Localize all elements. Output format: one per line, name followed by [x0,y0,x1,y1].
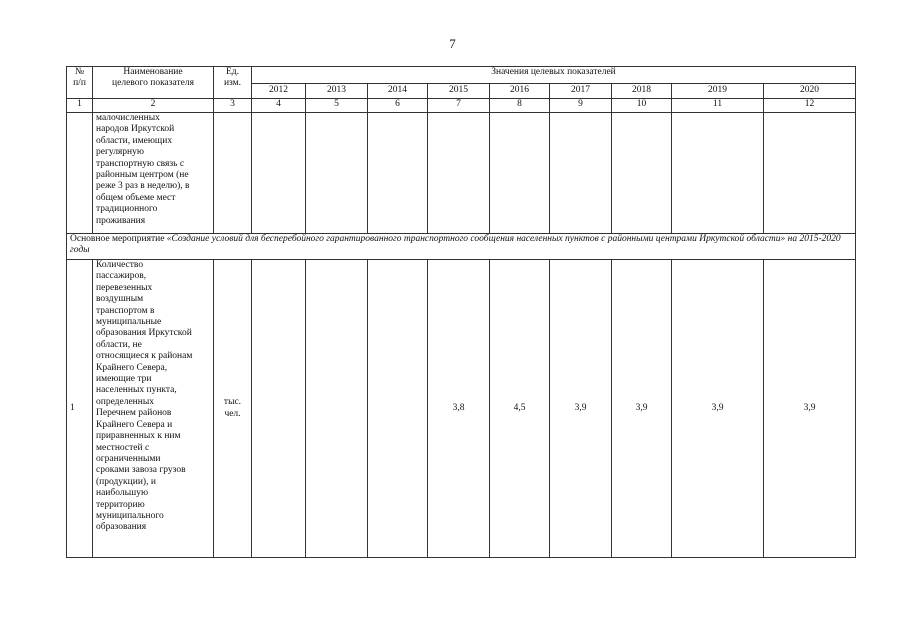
value-2017: 3,9 [550,260,612,558]
page-number: 7 [449,36,456,51]
empty-cell [428,113,490,234]
empty-cell [67,113,93,234]
header-values-group: Значения целевых показателей [252,67,856,84]
year-2018: 2018 [612,84,672,99]
empty-cell [672,113,764,234]
section-row [67,234,856,260]
value-2014 [368,260,428,558]
empty-cell [764,113,856,234]
header-unit: Ед. изм. [214,67,252,99]
section-title [67,234,856,260]
empty-cell [252,113,306,234]
value-2015: 3,8 [428,260,490,558]
column-number: 7 [428,99,490,113]
year-2013: 2013 [306,84,368,99]
year-2020: 2020 [764,84,856,99]
value-2018: 3,9 [612,260,672,558]
column-number-row [67,99,856,113]
year-2016: 2016 [490,84,550,99]
empty-cell [550,113,612,234]
empty-cell [214,113,252,234]
column-number: 8 [490,99,550,113]
year-2015: 2015 [428,84,490,99]
value-2020: 3,9 [764,260,856,558]
indicator-row [67,260,856,558]
year-2014: 2014 [368,84,428,99]
section-name: «Создание условий для бесперебойного гарантированного транспортного сообщения населенных пунктов с районными центрами Иркутской области» на 2015-2020 годы [70,234,841,256]
column-number: 9 [550,99,612,113]
continued-indicator-row [67,113,856,234]
column-number: 12 [764,99,856,113]
empty-cell [612,113,672,234]
header-num: № п/п [67,67,93,99]
target-indicators-table [66,66,856,558]
column-number: 10 [612,99,672,113]
column-number: 11 [672,99,764,113]
value-2016: 4,5 [490,260,550,558]
column-number: 4 [252,99,306,113]
year-2012: 2012 [252,84,306,99]
continued-indicator-name: малочисленных народов Иркутской области, имеющих регулярную транспортную связь с районным центром (не реже 3 раз в неделю), в общем объеме мест традиционного проживания [93,113,214,234]
section-prefix: Основное мероприятие [70,234,167,244]
column-number: 3 [214,99,252,113]
indicator-unit: тыс. чел. [214,260,252,558]
header-row-top [67,67,856,84]
year-2019: 2019 [672,84,764,99]
header-name: Наименование целевого показателя [93,67,214,99]
value-2012 [252,260,306,558]
column-number: 2 [93,99,214,113]
column-number: 1 [67,99,93,113]
empty-cell [368,113,428,234]
value-2019: 3,9 [672,260,764,558]
column-number: 5 [306,99,368,113]
indicator-name: Количество пассажиров, перевезенных воздушным транспортом в муниципальные образования Иркутской области, не относящиеся к районам Крайнего Севера, имеющие три населенных пункта, определенных Перечнем районов Крайнего Севера и приравненных к ним местностей с ограниченными сроками завоза грузов (продукции), и наибольшую территорию муниципального образования [93,260,214,558]
indicator-number: 1 [67,260,93,558]
empty-cell [306,113,368,234]
column-number: 6 [368,99,428,113]
empty-cell [490,113,550,234]
value-2013 [306,260,368,558]
year-2017: 2017 [550,84,612,99]
